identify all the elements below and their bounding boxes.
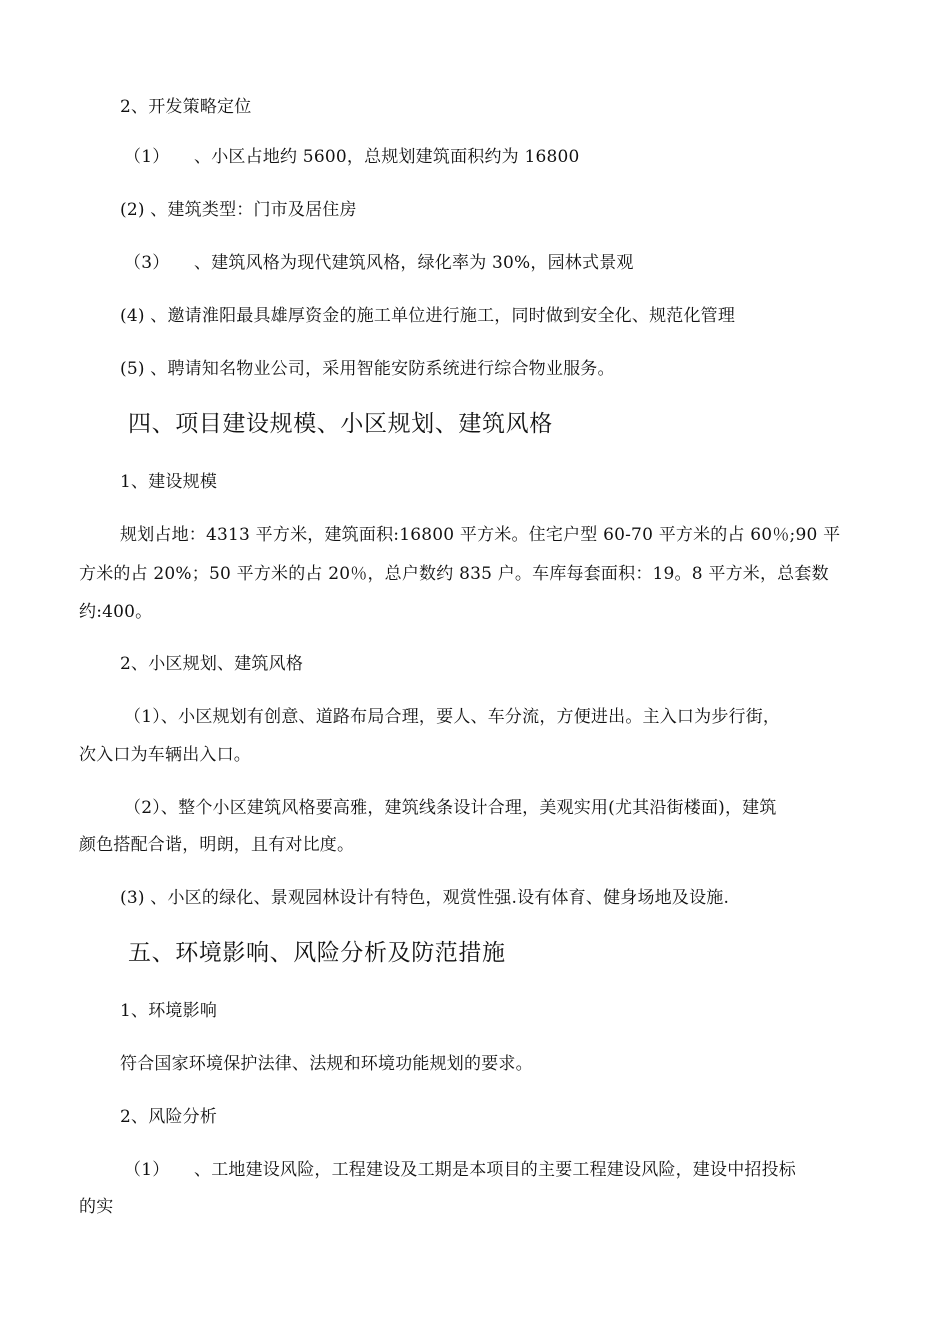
section-heading: 四、项目建设规模、小区规划、建筑风格	[128, 411, 553, 437]
list-item-number: （3）	[124, 253, 170, 273]
paragraph-line: （2）、整个小区建筑风格要高雅，建筑线条设计合理，美观实用(尤其沿街楼面)，建筑	[124, 798, 777, 818]
list-item-number: （1）	[124, 147, 170, 167]
list-item: (4) 、邀请淮阳最具雄厚资金的施工单位进行施工，同时做到安全化、规范化管理	[120, 306, 736, 326]
paragraph-line: 约:400。	[79, 602, 153, 622]
paragraph-line: 次入口为车辆出入口。	[79, 745, 251, 765]
list-item-text: 、工地建设风险，工程建设及工期是本项目的主要工程建设风险，建设中招投标	[194, 1160, 796, 1180]
paragraph-line: 颜色搭配合谐，明朗，且有对比度。	[79, 835, 355, 855]
list-item: (2) 、建筑类型：门市及居住房	[120, 200, 357, 220]
list-item-text: 、小区占地约 5600，总规划建筑面积约为 16800	[194, 147, 580, 167]
subsection-title: 2、风险分析	[120, 1107, 218, 1127]
section-heading: 五、环境影响、风险分析及防范措施	[128, 940, 506, 966]
list-item: (5) 、聘请知名物业公司，采用智能安防系统进行综合物业服务。	[120, 359, 615, 379]
subsection-title: 1、环境影响	[120, 1001, 218, 1021]
subsection-title: 2、开发策略定位	[120, 97, 252, 117]
paragraph-line: 规划占地：4313 平方米，建筑面积:16800 平方米。住宅户型 60-70 平方米的占 60％;90 平	[120, 525, 841, 545]
list-item-text: 、建筑风格为现代建筑风格，绿化率为 30%，园林式景观	[194, 253, 634, 273]
paragraph-line: （1）、小区规划有创意、道路布局合理，要人、车分流，方便进出。主入口为步行街，	[124, 707, 781, 727]
subsection-title: 1、建设规模	[120, 472, 218, 492]
paragraph-line: 的实	[79, 1197, 114, 1217]
subsection-title: 2、小区规划、建筑风格	[120, 654, 304, 674]
paragraph-line: 方米的占 20%；50 平方米的占 20％，总户数约 835 户。车库每套面积：19。8 平方米，总套数	[79, 564, 829, 584]
list-item: (3) 、小区的绿化、景观园林设计有特色，观赏性强.设有体育、健身场地及设施.	[120, 888, 730, 908]
paragraph-line: 符合国家环境保护法律、法规和环境功能规划的要求。	[120, 1054, 533, 1074]
list-item-number: （1）	[124, 1160, 170, 1180]
